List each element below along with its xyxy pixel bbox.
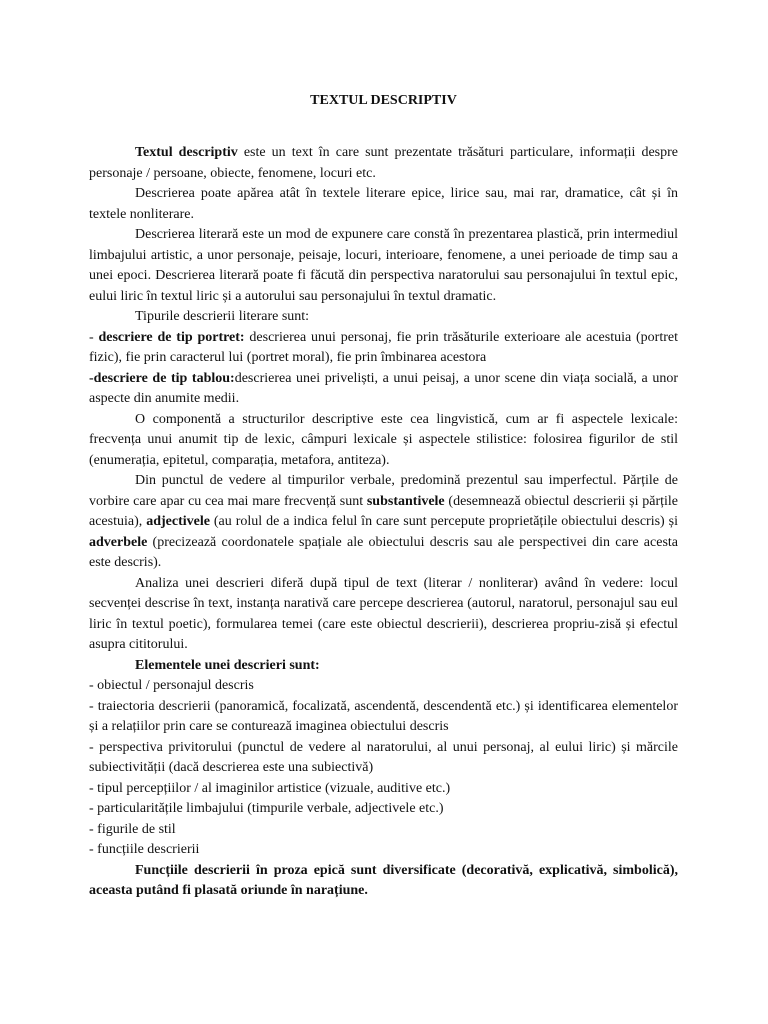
list-item-portrait — [89, 328, 678, 369]
text-segment: (au rolul de a indica felul în care sunt percepute proprietățile obiectului descris) și — [209, 514, 679, 529]
paragraph-intro-text: este un text în care sunt prezentate trăsături particulare, informații despre personaje / persoane, obiecte, fenomene, locuri etc. — [89, 145, 678, 181]
dash: - — [89, 329, 99, 345]
term-textul-descriptiv: Textul descriptiv — [135, 145, 238, 160]
list-item: - figurile de stil — [89, 821, 176, 837]
text-segment: (desemnează obiectul descrierii și părțile acestuia), — [89, 493, 678, 529]
title-block — [89, 0, 678, 143]
list-item: - obiectul / personajul descris — [89, 678, 254, 693]
list-item: - traiectoria descrierii (panoramică, focalizată, ascendentă, descendentă etc.) și identificarea elementelor și a relațiilor prin care se conturează imaginea obiectului descris — [89, 698, 678, 734]
portrait-text: descrierea unui personaj, fie prin trăsăturile exterioare ale acestuia (portret fizic), fie prin caracterul lui (portret moral), fie prin îmbinarea acestora — [89, 329, 678, 365]
paragraph-literary-description: Descrierea literară este un mod de expunere care constă în prezentarea plastică, prin intermediul limbajului artistic, a unor personaje, peisaje, locuri, interioare, fenomene, a unei perioade de timp sau a unei epoci. Descrierea literară poate fi făcută din perspectiva naratorului sau personajului în textul epic, eului liric în textul liric și a autorului sau personajului în textul dramatic. — [89, 227, 678, 304]
document-body — [89, 143, 678, 902]
list-item: - particularitățile limbajului (timpurile verbale, adjectivele etc.) — [89, 801, 444, 816]
paragraph-occurrence: Descrierea poate apărea atât în textele literare epice, lirice sau, mai rar, dramatice, cât și în textele nonliterare. — [89, 186, 678, 222]
list-item: - funcțiile descrierii — [89, 842, 200, 857]
paragraph-verbal-tenses — [89, 471, 678, 574]
term-adjectivele: adjectivele — [146, 514, 210, 529]
tableau-text: descrierea unei priveliști, a unui peisaj, a unor scene din viața socială, a unor aspecte din anumite medii. — [89, 370, 678, 406]
paragraph-linguistic: O componentă a structurilor descriptive este cea lingvistică, cum ar fi aspectele lexicale: frecvența unui anumit tip de lexic, câmpuri lexicale și aspectele stilistice: folosirea figurilor de stil (enumerația, epitetul, comparația, metafora, antiteza). — [89, 411, 678, 468]
paragraph-functions: Funcțiile descrierii în proza epică sunt diversificate (decorativă, explicativă, simbolică), aceasta putând fi plasată oriunde în narațiune. — [89, 862, 678, 898]
paragraph-intro — [89, 143, 678, 184]
elements-heading: Elementele unei descrieri sunt: — [135, 657, 320, 673]
term-substantivele: substantivele — [366, 493, 445, 509]
text-segment: (precizează coordonatele spațiale ale obiectului descris sau ale perspectivei din care acesta este descris). — [89, 534, 678, 570]
paragraph-analysis: Analiza unei descrieri diferă după tipul de text (literar / nonliterar) având în vedere: locul secvenței descrise în text, instanța narativă care percepe descrierea (autorul, naratorul, personajul sau eul liric în textul poetic), formularea temei (care este obiectul descrierii), descrierea propriu-zisă și efectul asupra cititorului. — [89, 575, 678, 652]
list-item: - tipul percepțiilor / al imaginilor artistice (vizuale, auditive etc.) — [89, 780, 451, 796]
list-item-tableau — [89, 369, 678, 410]
text-segment: Din punctul de vedere al timpurilor verbale, predomină prezentul sau imperfectul. Părțile de vorbire care apar cu cea mai mare frecvență sunt — [89, 473, 678, 509]
term-portrait: descriere de tip portret: — [98, 329, 245, 345]
term-adverbele: adverbele — [89, 534, 148, 550]
paragraph-types-heading: Tipurile descrierii literare sunt: — [135, 309, 310, 324]
document-title: TEXTUL DESCRIPTIV — [310, 93, 457, 108]
list-item: - perspectiva privitorului (punctul de vedere al naratorului, al unui personaj, al eului liric) și mărcile subiectivității (dacă descrierea este una subiectivă) — [89, 739, 678, 775]
term-tableau: -descriere de tip tablou: — [89, 370, 235, 386]
